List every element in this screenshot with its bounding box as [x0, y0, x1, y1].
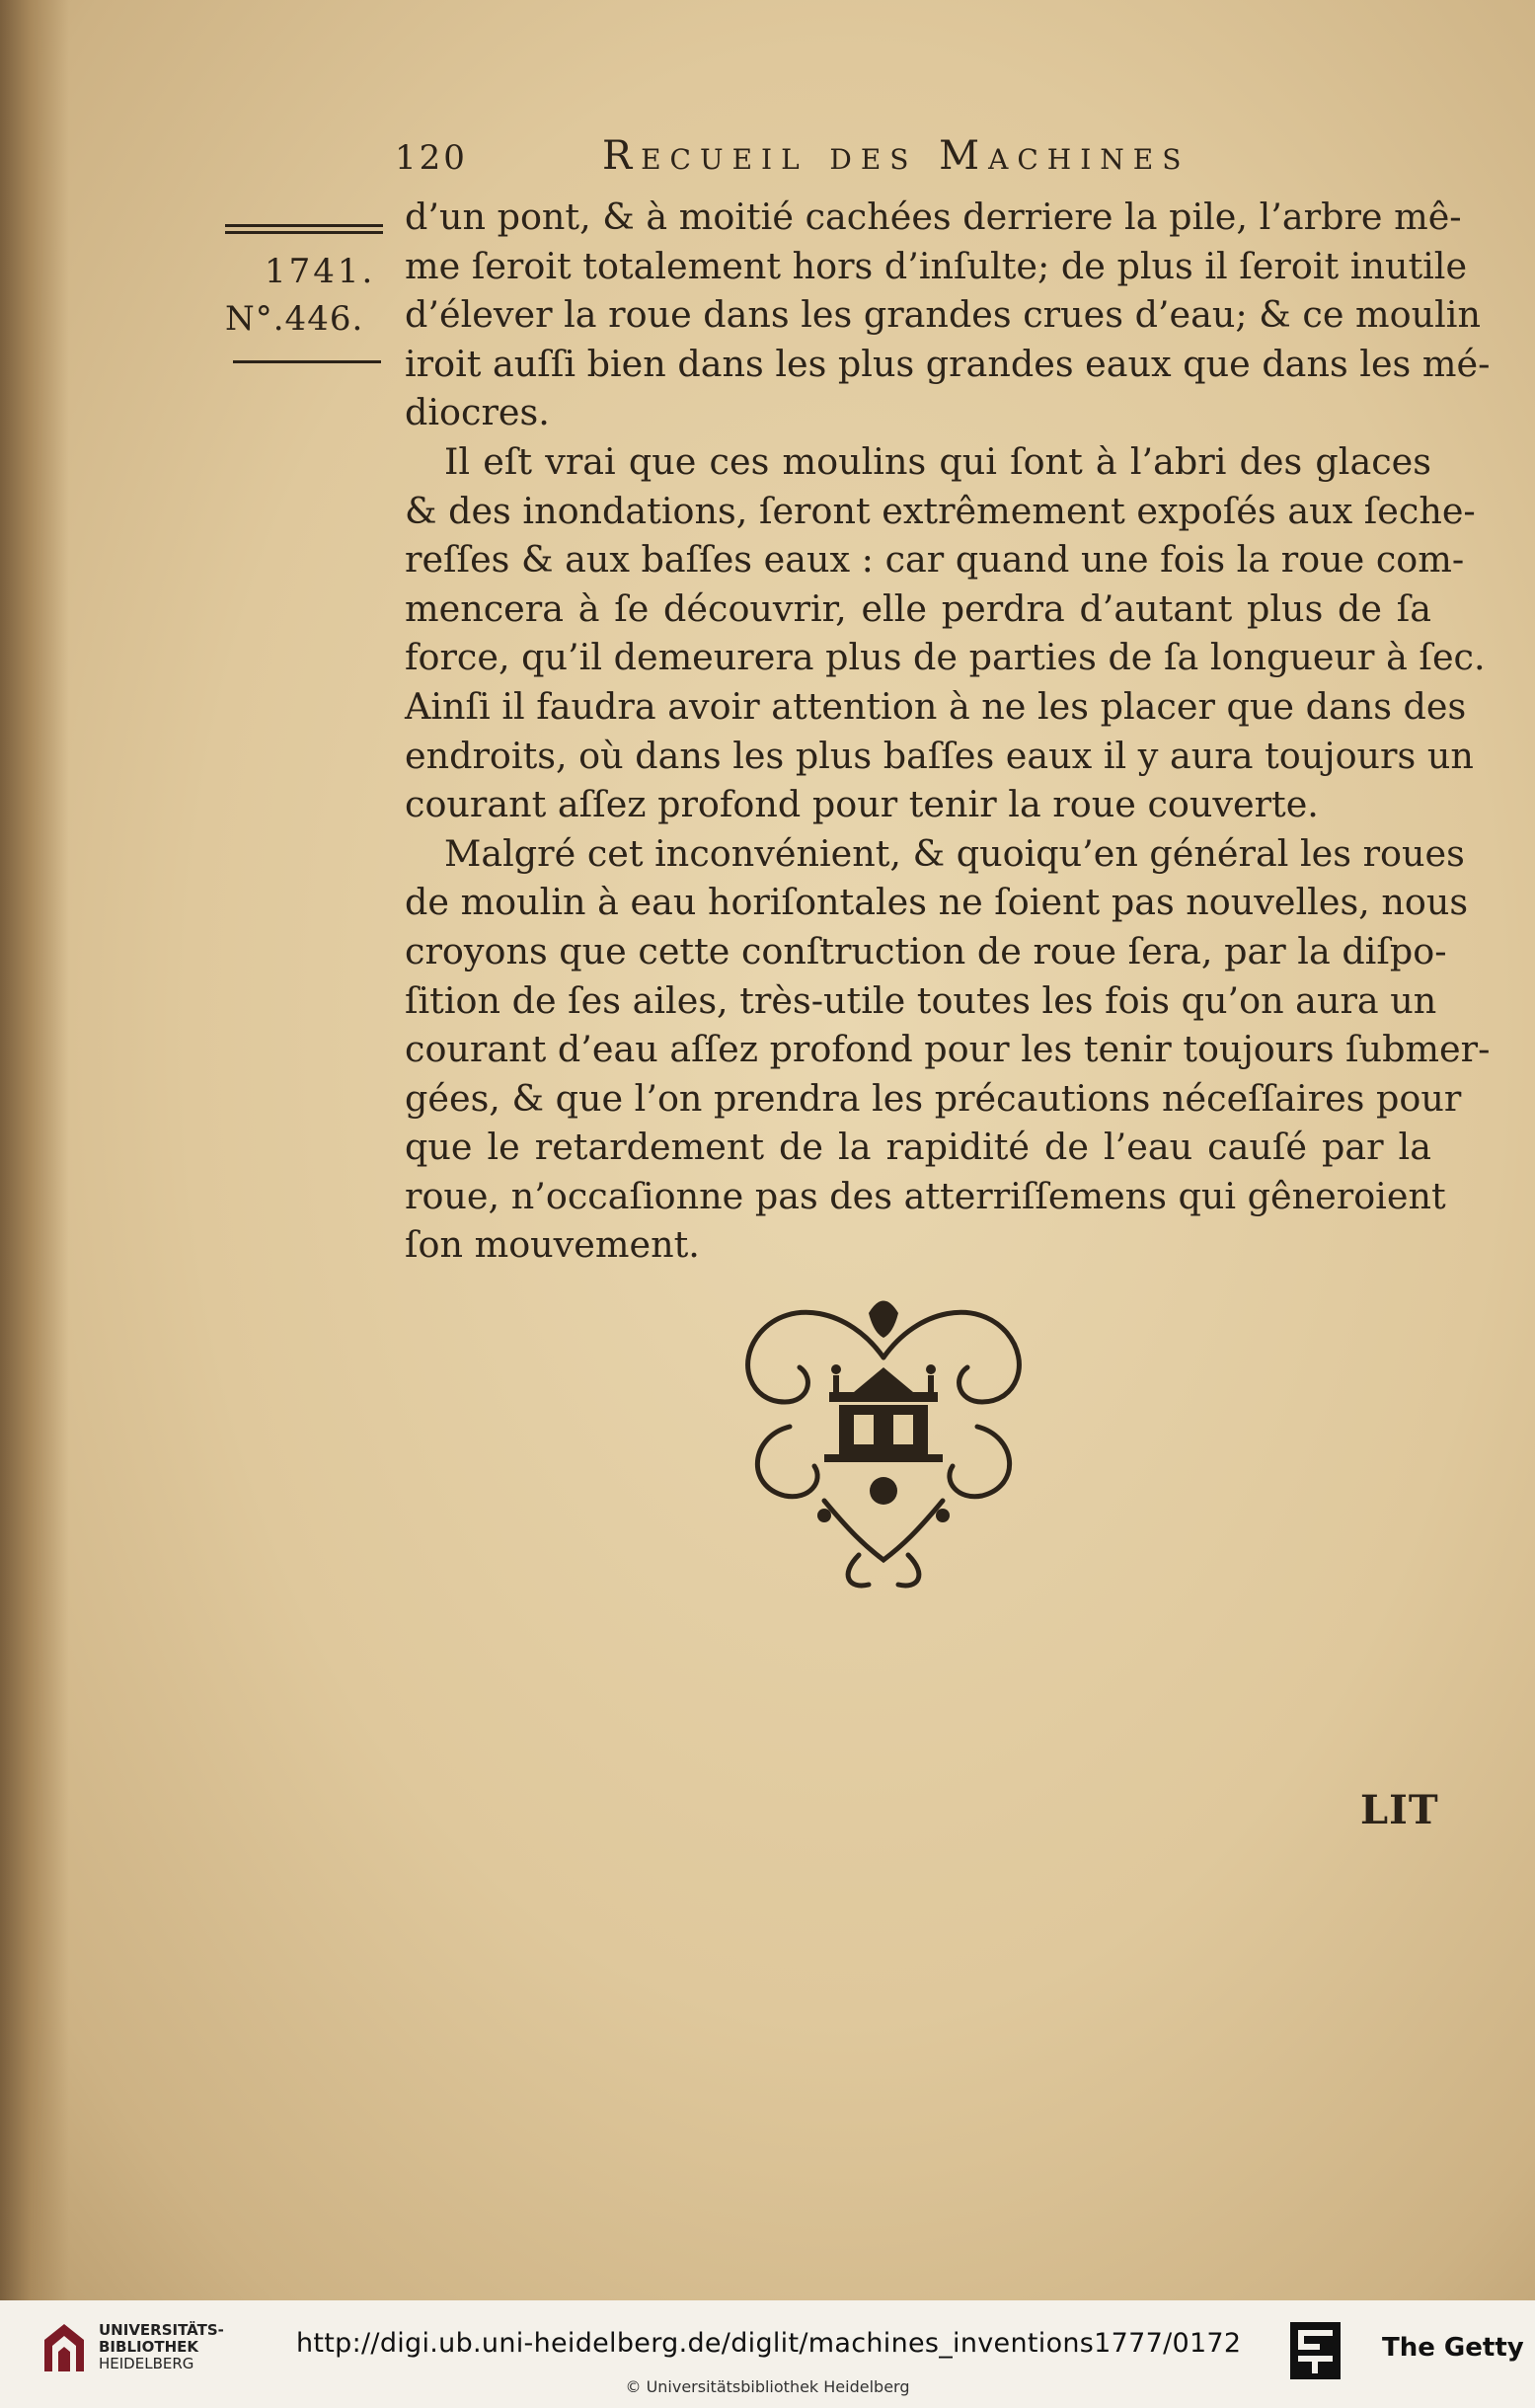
- text-line: Il eſt vrai que ces moulins qui ſont à l’abri des glaces: [444, 439, 1431, 483]
- text-line: diocres.: [405, 391, 550, 434]
- text-line: me ſeroit totalement hors d’inſulte; de plus il ſeroit inutile: [405, 244, 1468, 287]
- partner-name: The Getty: [1382, 2333, 1524, 2363]
- text-line: mencera à ſe découvrir, elle perdra d’autant plus de ſa: [405, 586, 1431, 630]
- text-line: courant aſſez profond pour tenir la roue couverte.: [405, 783, 1319, 826]
- text-line: Malgré cet inconvénient, & quoiqu’en général les roues: [444, 831, 1465, 875]
- margin-rule-bottom: [233, 360, 381, 363]
- text-line: & des inondations, ſeront extrêmement expoſés aux ſeche-: [405, 489, 1476, 532]
- text-line: force, qu’il demeurera plus de parties de ſa longueur à ſec.: [405, 636, 1486, 679]
- text-line: reſſes & aux baſſes eaux : car quand une fois la roue com-: [405, 538, 1465, 582]
- page-gutter-shadow: [0, 0, 69, 2300]
- margin-note: [225, 212, 383, 370]
- library-name-line: BIBLIOTHEK: [99, 2338, 198, 2356]
- text-line: que le retardement de la rapidité de l’eau cauſé par la: [405, 1126, 1431, 1169]
- text-line: croyons que cette conſtruction de roue ſera, par la diſpo-: [405, 929, 1447, 972]
- library-name-line: UNIVERSITÄTS-: [99, 2321, 224, 2339]
- margin-rule-top-2: [225, 231, 383, 234]
- text-line: gées, & que l’on prendra les précautions néceſſaires pour: [405, 1076, 1462, 1120]
- text-line: roue, n’occaſionne pas des atterriſſemens qui gêneroient: [405, 1174, 1446, 1217]
- ornamental-vignette: [730, 1288, 1036, 1594]
- page-header: [395, 133, 1264, 193]
- getty-logo-icon: [1288, 2320, 1343, 2381]
- page-number: 120: [395, 138, 468, 178]
- text-line: Ainſi il faudra avoir attention à ne les placer que dans des: [405, 684, 1467, 728]
- text-line: endroits, où dans les plus baſſes eaux il y aura toujours un: [405, 734, 1474, 777]
- university-library-logo-icon: [39, 2320, 89, 2375]
- body-text: [405, 193, 1491, 1270]
- catchword: LIT: [1360, 1787, 1439, 1833]
- margin-rule-top: [225, 224, 383, 227]
- text-line: ſon mouvement.: [405, 1223, 700, 1267]
- text-line: d’un pont, & à moitié cachées derriere la pile, l’arbre mê-: [405, 195, 1462, 238]
- margin-number: N°.446.: [225, 299, 364, 339]
- permalink-url[interactable]: http://digi.ub.uni-heidelberg.de/diglit/machines_inventions1777/0172: [296, 2328, 1242, 2359]
- copyright-notice: © Universitätsbibliothek Heidelberg: [625, 2377, 910, 2396]
- library-name-line: HEIDELBERG: [99, 2355, 194, 2372]
- library-name: [99, 2322, 224, 2372]
- text-line: iroit auſſi bien dans les plus grandes eaux que dans les mé-: [405, 342, 1491, 385]
- text-line: courant d’eau aſſez profond pour les tenir toujours ſubmer-: [405, 1028, 1491, 1071]
- running-title: Recueil des Machines: [602, 133, 1190, 179]
- text-line: ſition de ſes ailes, très-utile toutes les fois qu’on aura un: [405, 978, 1437, 1022]
- text-line: d’élever la roue dans les grandes crues d’eau; & ce moulin: [405, 293, 1481, 337]
- margin-year: 1741.: [265, 252, 376, 291]
- footer-bar: [0, 2300, 1535, 2408]
- text-line: de moulin à eau horiſontales ne ſoient pas nouvelles, nous: [405, 881, 1469, 924]
